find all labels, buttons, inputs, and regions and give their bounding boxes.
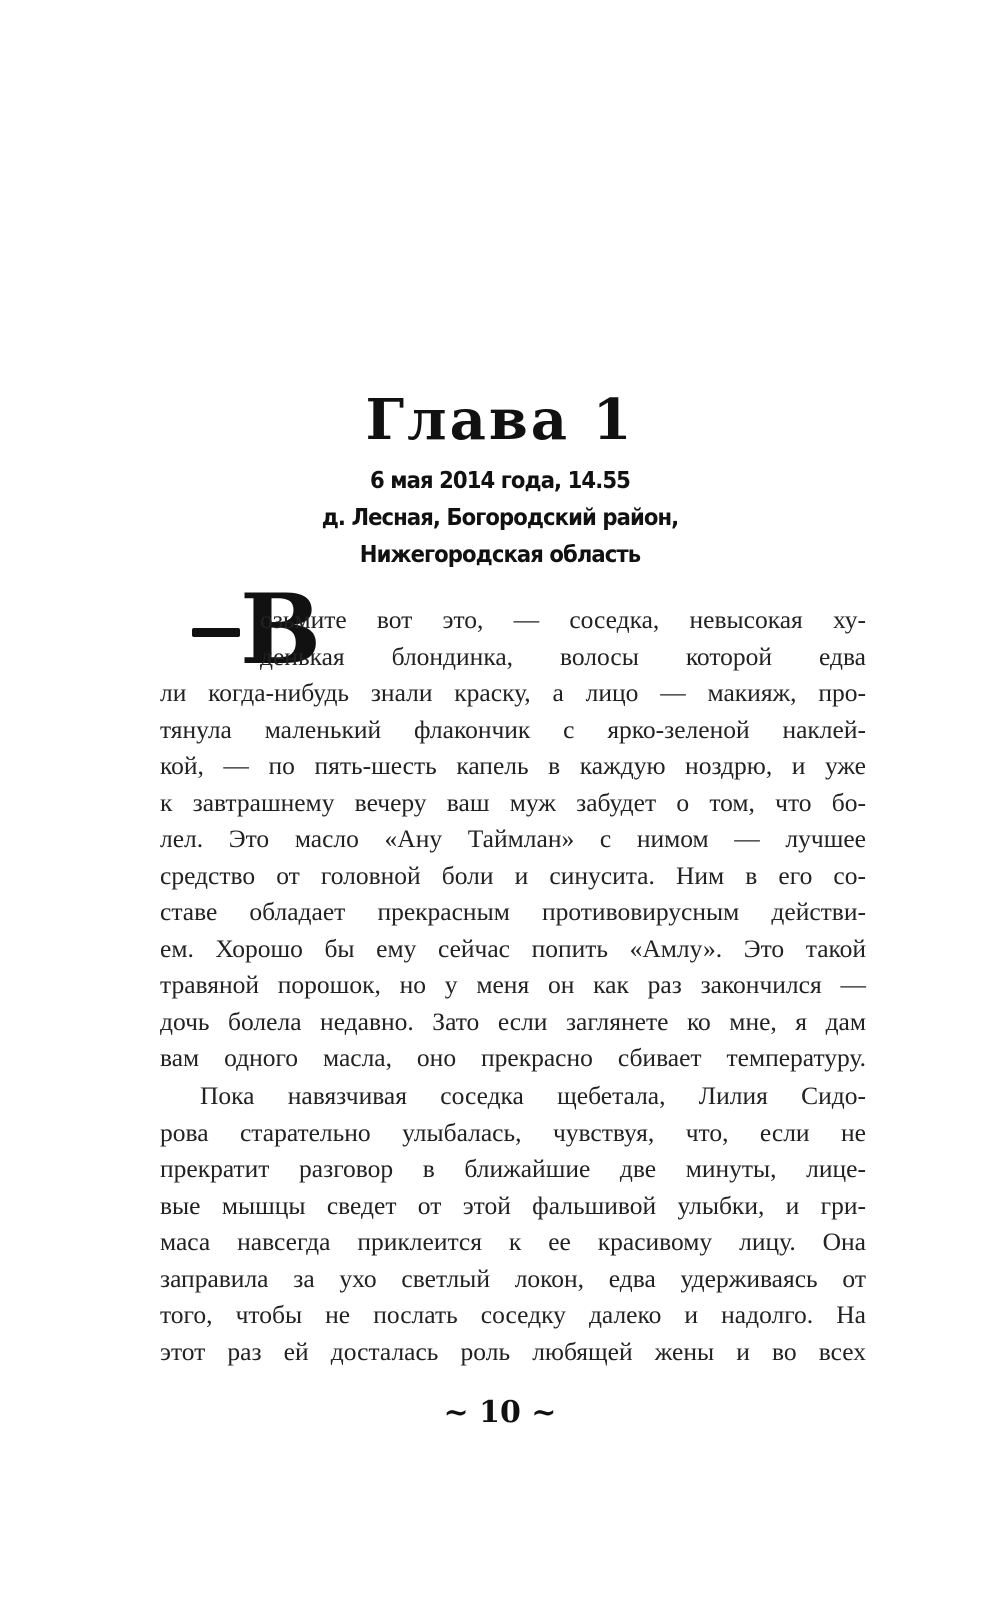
paragraph-2 — [160, 1078, 866, 1370]
text-line: денькая блондинка, волосы которой едва — [260, 641, 866, 671]
chapter-region: Нижегородская область — [359, 542, 641, 568]
drop-cap-letter: В — [240, 573, 322, 686]
text-line: маса навсегда приклеится к ее красивому лицу. Она — [160, 1227, 866, 1256]
text-line: прекратит разговор в ближайшие две минуты, лице- — [160, 1154, 866, 1183]
text-line: этот раз ей досталась роль любящей жены и во всех — [160, 1336, 866, 1366]
chapter-place: д. Лесная, Богородский район, — [321, 505, 679, 531]
text-line: ли когда-нибудь знали краску, а лицо — макияж, про- — [160, 678, 866, 707]
text-line: кой, — по пять-шесть капель в каждую ноздрю, и уже — [160, 751, 866, 780]
text-line: вам одного масла, оно прекрасно сбивает температуру. — [160, 1043, 866, 1072]
text-line: травяной порошок, но у меня он как раз закончился — — [160, 970, 866, 999]
text-line: ем. Хорошо бы ему сейчас попить «Амлу». Это такой — [160, 933, 866, 963]
text-line: лел. Это масло «Ану Таймлан» с нимом — лучшее — [160, 824, 866, 853]
text-line: Пока навязчивая соседка щебетала, Лилия Сидо- — [200, 1081, 866, 1110]
text-line: рова старательно улыбалась, чувствуя, что, если не — [160, 1117, 866, 1147]
chapter-title: Глава 1 — [365, 387, 635, 453]
text-line: заправила за ухо светлый локон, едва удерживаясь от — [160, 1263, 866, 1293]
text-line: ставе обладает прекрасным противовирусным действи- — [160, 897, 866, 926]
paragraph-1 — [160, 602, 866, 1077]
chapter-date: 6 мая 2014 года, 14.55 — [370, 468, 630, 494]
text-line: озьмите вот это, — соседка, невысокая ху- — [260, 605, 866, 634]
text-line: того, чтобы не послать соседку далеко и надолго. На — [160, 1300, 866, 1329]
text-line: вые мышцы сведет от этой фальшивой улыбки, и гри- — [160, 1190, 866, 1220]
page-number: ~ 10 ~ — [443, 1395, 557, 1430]
text-line: к завтрашнему вечеру ваш муж забудет о том, что бо- — [160, 787, 866, 817]
text-line: дочь болела недавно. Зато если заглянете ко мне, я дам — [160, 1006, 866, 1036]
text-line: тянула маленький флакончик с ярко-зеленой наклей- — [160, 714, 866, 744]
text-line: средство от головной боли и синусита. Ним в его со- — [160, 860, 866, 890]
